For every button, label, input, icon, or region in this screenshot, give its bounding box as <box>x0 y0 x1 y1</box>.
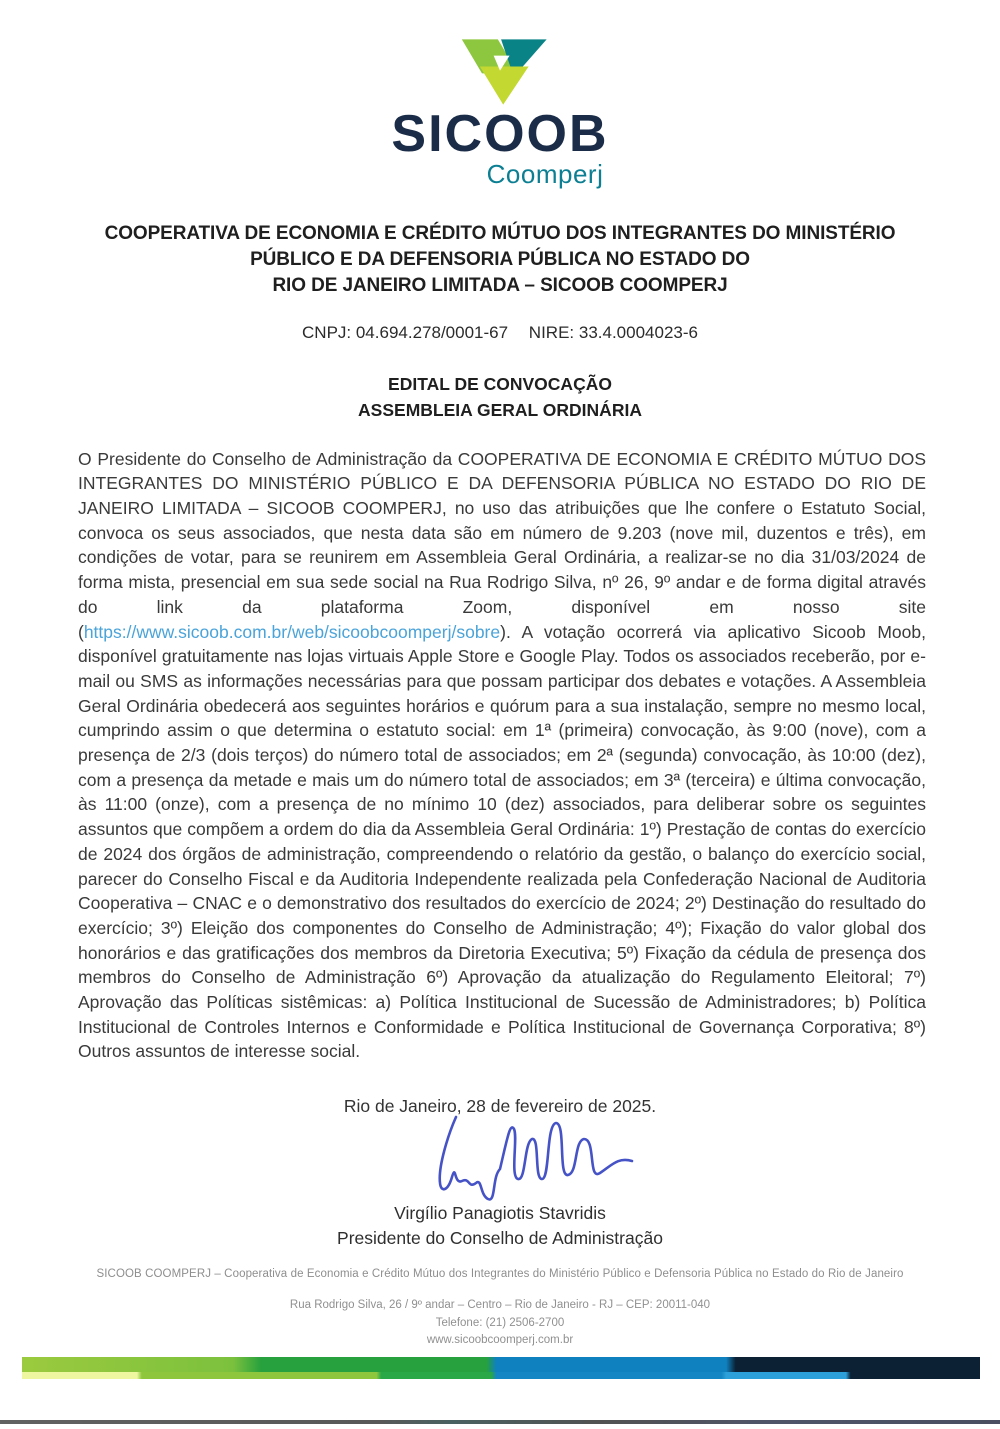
brand-wordmark: SICOOB <box>391 105 609 163</box>
title-line-1: COOPERATIVA DE ECONOMIA E CRÉDITO MÚTUO DOS INTEGRANTES DO MINISTÉRIO <box>104 222 896 244</box>
footer-website: www.sicoobcoomperj.com.br <box>426 1334 574 1346</box>
sicoob-site-link[interactable]: https://www.sicoob.com.br/web/sicoobcoomperj/sobre <box>83 621 501 642</box>
brand-sub-wordmark: Coomperj <box>486 159 604 189</box>
footer-address-block <box>0 1297 1000 1350</box>
footer-coop-line: SICOOB COOMPERJ – Cooperativa de Economia e Crédito Mútuo dos Integrantes do Ministério Público e Defensoria Pública no Estado do Rio de Janeiro <box>96 1268 904 1280</box>
sicoob-logo-icon <box>447 38 553 106</box>
page-footer <box>0 1268 1000 1379</box>
signature-block <box>0 1115 1000 1251</box>
brand-color-bar <box>22 1357 980 1379</box>
brand-color-bar-bottom <box>22 1372 980 1379</box>
footer-address: Rua Rodrigo Silva, 26 / 9º andar – Centro – Rio de Janeiro - RJ – CEP: 20011-040 <box>289 1299 711 1311</box>
notice-title-line-2: ASSEMBLEIA GERAL ORDINÁRIA <box>358 399 642 420</box>
title-line-2: PÚBLICO E DA DEFENSORIA PÚBLICA NO ESTADO DO <box>250 248 750 270</box>
signer-role: Presidente do Conselho de Administração <box>337 1228 663 1249</box>
scan-bottom-edge <box>0 1420 1000 1424</box>
signer-name: Virgílio Panagiotis Stavridis <box>394 1203 606 1224</box>
signature-scribble-icon <box>360 1115 640 1207</box>
registration-line <box>0 323 1000 343</box>
cnpj-value: CNPJ: 04.694.278/0001-67 <box>302 322 509 342</box>
sicoob-logo <box>0 0 1000 189</box>
brand-color-bar-top <box>22 1357 980 1372</box>
notice-title <box>0 371 1000 423</box>
body-text-after-link: ). A votação ocorrerá via aplicativo Sicoob Moob, disponível gratuitamente nas lojas virtuais Apple Store e Google Play. Todos os associados receberão, por e-mail ou SMS as informações necessárias para que possam participar dos debates e votações. A Assembleia Geral Ordinária obedecerá aos seguintes horários e quórum para a sua instalação, sempre no mesmo local, cumprindo assim o que determina o estatuto social: em 1ª (primeira) convocação, às 9:00 (nove), com a presença de 2/3 (dois terços) do número total de associados; em 2ª (segunda) convocação, às 10:00 (dez), com a presença da metade e mais um do número total de associados; em 3ª (terceira) e última convocação, às 11:00 (onze), com a presença de no mínimo 10 (dez) associados, para deliberar sobre os seguintes assuntos que compõem a ordem do dia da Assembleia Geral Ordinária: 1º) Prestação de contas do exercício de 2024 dos órgãos de administração, compreendendo o relatório da gestão, o balanço do exercício social, parecer do Conselho Fiscal e da Auditoria Independente realizada pela Confederação Nacional de Auditoria Cooperativa – CNAC e o demonstrativo dos resultados do exercício de 2024; 2º) Destinação do resultado do exercício; 3º) Eleição dos componentes do Conselho de Administração; 4º); Fixação do valor global dos honorários e das gratificações dos membros da Diretoria Executiva; 5º) Fixação da cédula de presença dos membros do Conselho de Administração 6º) Aprovação da atualização do Regulamento Eleitoral; 7º) Aprovação das Políticas sistêmicas: a) Política Institucional de Sucessão de Administradores; b) Política Institucional de Controles Internos e Conformidade e Política Institucional de Governança Corporativa; 8º) Outros assuntos de interesse social. <box>78 621 926 1062</box>
footer-phone: Telefone: (21) 2506-2700 <box>435 1316 565 1329</box>
body-paragraph <box>0 447 1000 1065</box>
body-text-before-link: O Presidente do Conselho de Administração da COOPERATIVA DE ECONOMIA E CRÉDITO MÚTUO DOS INTEGRANTES DO MINISTÉRIO PÚBLICO E DA DEFENSORIA PÚBLICA NO ESTADO DO RIO DE JANEIRO LIMITADA – SICOOB COOMPERJ, no uso das atribuições que lhe confere o Estatuto Social, convoca os seus associados, que nesta data são em número de 9.203 (nove mil, duzentos e três), em condições de votar, para se reunirem em Assembleia Geral Ordinária, a realizar-se no dia 31/03/2024 de forma mista, presencial em sua sede social na Rua Rodrigo Silva, nº 26, 9º andar e de forma digital através do link da plataforma Zoom, disponível em nosso site ( <box>78 448 926 642</box>
page-title <box>0 221 1000 299</box>
nire-value: NIRE: 33.4.0004023-6 <box>528 322 698 342</box>
notice-title-line-1: EDITAL DE CONVOCAÇÃO <box>388 373 612 394</box>
date-line: Rio de Janeiro, 28 de fevereiro de 2025. <box>343 1096 657 1117</box>
title-line-3: RIO DE JANEIRO LIMITADA – SICOOB COOMPERJ <box>272 274 728 296</box>
